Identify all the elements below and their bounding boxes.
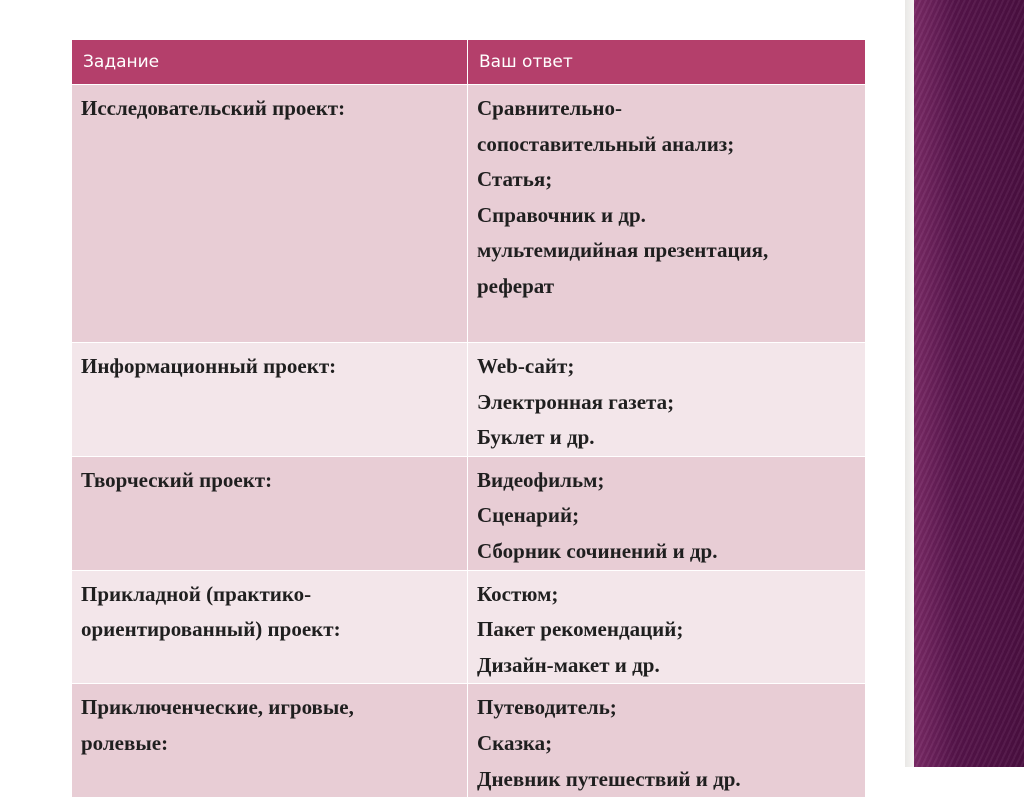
table-header-row — [72, 40, 866, 85]
answer-cell — [468, 456, 866, 570]
task-text: Творческий проект: — [81, 467, 273, 492]
task-text: Исследовательский проект: — [81, 96, 346, 120]
answer-line: Справочник и др. — [477, 202, 646, 227]
answer-line: Сценарий; — [477, 503, 580, 528]
answer-cell — [468, 85, 866, 343]
table-row — [72, 85, 866, 343]
side-decor-panel — [914, 0, 1024, 767]
table-row — [72, 456, 866, 570]
task-text: Прикладной (практико- — [81, 581, 312, 606]
task-cell — [72, 684, 468, 798]
header-task: Задание — [72, 40, 468, 85]
answer-cell — [468, 570, 866, 684]
task-cell — [72, 85, 468, 343]
task-text: Приключенческие, игровые, — [81, 695, 354, 720]
answer-line: Сборник сочинений и др. — [477, 538, 718, 563]
project-types-table — [71, 39, 866, 798]
answer-line: Видеофильм; — [477, 467, 605, 492]
answer-line: Дизайн-макет и др. — [477, 652, 660, 677]
answer-line: реферат — [477, 273, 555, 298]
table-row — [72, 570, 866, 684]
answer-line: Путеводитель; — [477, 695, 617, 720]
task-text: Информационный проект: — [81, 354, 337, 378]
task-cell — [72, 570, 468, 684]
answer-line: Костюм; — [477, 581, 559, 606]
answer-line: Сравнительно- — [477, 96, 623, 120]
table-row — [72, 343, 866, 457]
answer-line: Электронная газета; — [477, 389, 675, 414]
answer-line: мультемидийная презентация, — [477, 238, 769, 263]
answer-line: Сказка; — [477, 730, 553, 755]
answer-cell — [468, 343, 866, 457]
task-cell — [72, 456, 468, 570]
answer-line: Буклет и др. — [477, 425, 595, 450]
answer-line: Дневник путешествий и др. — [477, 766, 741, 791]
table-row — [72, 684, 866, 798]
task-text: ориентированный) проект: — [81, 617, 341, 642]
answer-cell — [468, 684, 866, 798]
task-text: ролевые: — [81, 730, 169, 755]
header-answer: Ваш ответ — [468, 40, 866, 85]
task-cell — [72, 343, 468, 457]
answer-line: Статья; — [477, 167, 553, 192]
slide-edge-shadow — [905, 0, 914, 767]
answer-line: Пакет рекомендаций; — [477, 617, 684, 642]
answer-line: Web-сайт; — [477, 354, 575, 378]
answer-line: сопоставительный анализ; — [477, 131, 735, 156]
